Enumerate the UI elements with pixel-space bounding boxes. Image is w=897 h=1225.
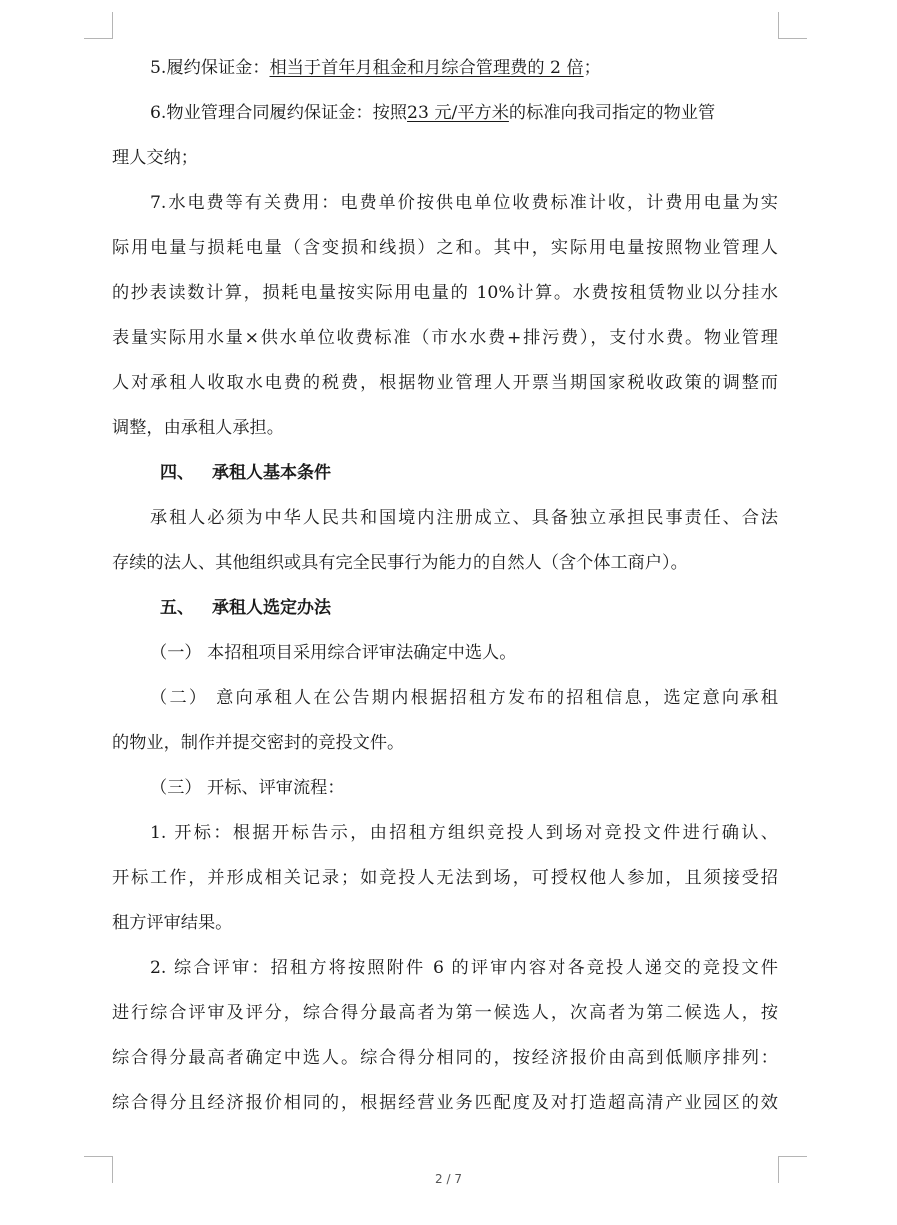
section-5-para-2-line-2: 的物业，制作并提交密封的竞投文件。	[112, 733, 405, 753]
section-5-title: 承租人选定办法	[212, 598, 331, 618]
item-5-underlined: 相当于首年月租金和月综合管理费的 2 倍	[269, 58, 584, 78]
page-number: 2 / 7	[435, 1172, 462, 1186]
section-4-title: 承租人基本条件	[212, 463, 331, 483]
item-6-line-1: 6.物业管理合同履约保证金：按照23 元/平方米的标准向我司指定的物业管	[150, 103, 716, 123]
item-6-line-2: 理人交纳；	[112, 148, 198, 168]
item-7-line-6: 调整，由承租人承担。	[112, 418, 284, 438]
section-4-heading	[160, 461, 826, 485]
item-6-underlined: 23 元/平方米	[407, 103, 509, 123]
section-4-line-1: 承租人必须为中华人民共和国境内注册成立、具备独立承担民事责任、合法	[150, 508, 778, 528]
section-5-heading	[160, 596, 826, 620]
step-1-line-2: 开标工作，并形成相关记录；如竞投人无法到场，可授权他人参加，且须接受招	[112, 868, 778, 888]
item-7-line-3: 的抄表读数计算，损耗电量按实际用电量的 10%计算。水费按租赁物业以分挂水	[112, 283, 778, 303]
section-4-line-2: 存续的法人、其他组织或具有完全民事行为能力的自然人（含个体工商户）。	[112, 553, 688, 573]
step-1-line-1: 1. 开标：根据开标告示，由招租方组织竞投人到场对竞投文件进行确认、	[150, 823, 778, 843]
item-5-line: 5.履约保证金：相当于首年月租金和月综合管理费的 2 倍；	[150, 58, 601, 78]
step-1-line-3: 租方评审结果。	[112, 913, 233, 933]
section-5-para-1: （一） 本招租项目采用综合评审法确定中选人。	[150, 643, 517, 663]
step-2-line-4: 综合得分且经济报价相同的，根据经营业务匹配度及对打造超高清产业园区的效	[112, 1093, 778, 1113]
section-5-number: 五、	[160, 598, 194, 618]
section-4-number: 四、	[160, 463, 194, 483]
item-7-line-5: 人对承租人收取水电费的税费，根据物业管理人开票当期国家税收政策的调整而	[112, 373, 778, 393]
item-7-line-4: 表量实际用水量×供水单位收费标准（市水水费+排污费），支付水费。物业管理	[112, 328, 778, 348]
crop-mark-top-right	[778, 12, 807, 39]
step-2-line-2: 进行综合评审及评分，综合得分最高者为第一候选人，次高者为第二候选人，按	[112, 1003, 778, 1023]
item-7-line-1: 7.水电费等有关费用：电费单价按供电单位收费标准计收，计费用电量为实	[150, 193, 778, 213]
section-5-para-3: （三） 开标、评审流程：	[150, 778, 345, 798]
item-7-line-2: 际用电量与损耗电量（含变损和线损）之和。其中，实际用电量按照物业管理人	[112, 238, 778, 258]
step-2-line-3: 综合得分最高者确定中选人。综合得分相同的，按经济报价由高到低顺序排列：	[112, 1048, 778, 1068]
step-2-line-1: 2. 综合评审：招租方将按照附件 6 的评审内容对各竞投人递交的竞投文件	[150, 958, 778, 978]
crop-mark-top-left	[84, 12, 113, 39]
section-5-para-2-line-1: （二） 意向承租人在公告期内根据招租方发布的招租信息，选定意向承租	[150, 688, 778, 708]
